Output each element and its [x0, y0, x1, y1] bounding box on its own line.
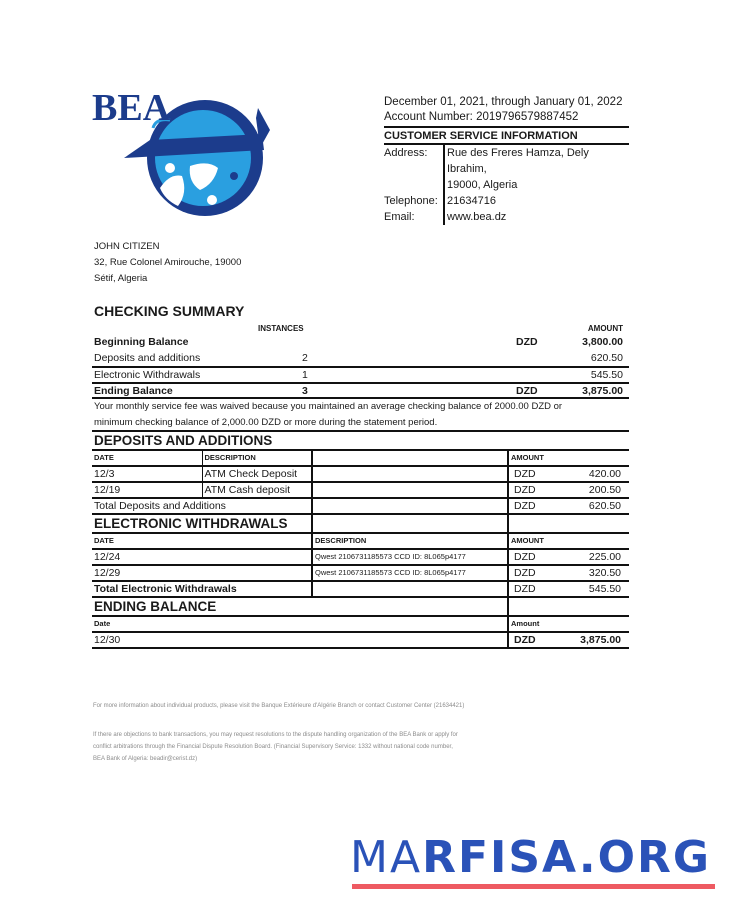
- watermark-text-bold: RFISA.ORG: [422, 832, 712, 883]
- ending-amount: 3,875.00: [580, 634, 622, 646]
- deposit-row: [92, 482, 629, 498]
- deposits-amount-header: AMOUNT: [508, 450, 629, 466]
- address-label: Address:: [384, 147, 428, 159]
- ending-balance-title: ENDING BALANCE: [94, 598, 217, 614]
- row-label: Deposits and additions: [94, 351, 201, 364]
- withdrawal-date: 12/29: [94, 567, 121, 579]
- statement-period: December 01, 2021, through January 01, 2022: [384, 96, 623, 108]
- withdrawals-total-row: [92, 581, 629, 597]
- ending-currency: DZD: [514, 634, 536, 646]
- watermark-underline: [352, 884, 715, 889]
- withdrawals-date-header: DATE: [94, 536, 114, 545]
- footer-dispute: [93, 729, 458, 765]
- deposit-date: 12/3: [94, 468, 115, 480]
- withdrawals-total-currency: DZD: [514, 583, 536, 595]
- deposits-total-amount: 620.50: [588, 500, 622, 512]
- summary-row-deposits: [92, 351, 629, 367]
- telephone-label: Telephone:: [384, 195, 438, 207]
- deposits-title: DEPOSITS AND ADDITIONS: [94, 432, 273, 448]
- deposits-total-row: [92, 498, 629, 514]
- deposit-amount: 200.50: [588, 484, 622, 496]
- deposit-row: [92, 466, 629, 482]
- withdrawal-description: Qwest 2106731185573 CCD ID: 8L065p4177: [312, 549, 508, 565]
- customer-service-info: [384, 145, 629, 225]
- withdrawal-currency: DZD: [514, 567, 536, 579]
- withdrawals-total-label: Total Electronic Withdrawals: [94, 583, 237, 595]
- withdrawal-amount: 225.00: [588, 551, 622, 563]
- footer-line-2: If there are objections to bank transactions, you may request resolutions to the dispute handling organization of the BEA Bank or apply for: [93, 732, 458, 738]
- row-amount: 620.50: [590, 351, 623, 364]
- footer-line-3: conflict arbitrations through the Financial Dispute Resolution Board. (Financial Supervisory Service: 1332 without national code number,: [93, 744, 453, 750]
- withdrawal-currency: DZD: [514, 551, 536, 563]
- row-currency: DZD: [516, 384, 538, 397]
- account-header: [384, 95, 629, 225]
- row-label: Electronic Withdrawals: [94, 369, 201, 381]
- address-line-2: 19000, Algeria: [443, 177, 629, 193]
- ending-date-header: Date: [94, 619, 111, 628]
- deposits-date-header: DATE: [94, 453, 114, 462]
- telephone-value: 21634716: [443, 193, 629, 209]
- note-line-1: Your monthly service fee was waived because you maintained an average checking balance of 2000.00 DZD or: [94, 401, 563, 412]
- transactions-table: [92, 430, 629, 649]
- deposits-total-currency: DZD: [514, 500, 536, 512]
- footer-info: [93, 700, 464, 712]
- deposit-date: 12/19: [94, 484, 121, 496]
- recipient-street: 32, Rue Colonel Amirouche, 19000: [94, 257, 242, 268]
- recipient-name: JOHN CITIZEN: [94, 241, 160, 252]
- account-number: 2019796579887452: [476, 111, 579, 123]
- bea-logo: [90, 88, 275, 223]
- summary-row-beginning-balance: [92, 335, 629, 351]
- checking-summary: [92, 301, 629, 431]
- row-instances: 2: [302, 351, 308, 364]
- marfisa-watermark: [350, 834, 720, 889]
- summary-row-withdrawals: [92, 366, 629, 382]
- row-amount: 3,800.00: [582, 336, 623, 348]
- summary-header-row: [92, 321, 629, 335]
- deposits-description-header: DESCRIPTION: [202, 450, 312, 466]
- checking-summary-title: CHECKING SUMMARY: [94, 303, 245, 319]
- row-amount: 545.50: [590, 369, 623, 381]
- footer-line-4: BEA Bank of Algeria: beadir@cerist.dz): [93, 756, 198, 762]
- withdrawals-total-amount: 545.50: [588, 583, 622, 595]
- withdrawals-title: ELECTRONIC WITHDRAWALS: [94, 515, 288, 531]
- watermark-text: [350, 834, 720, 882]
- deposit-currency: DZD: [514, 468, 536, 480]
- transactions: [92, 430, 629, 649]
- deposit-description: ATM Check Deposit: [202, 466, 312, 482]
- summary-row-ending-balance: [92, 382, 629, 398]
- ending-date: 12/30: [94, 634, 121, 646]
- watermark-text-light: MA: [350, 832, 423, 883]
- row-label: Beginning Balance: [94, 336, 189, 348]
- service-fee-note: [92, 397, 629, 431]
- withdrawals-description-header: DESCRIPTION: [312, 533, 508, 549]
- deposit-amount: 420.00: [588, 468, 622, 480]
- row-amount: 3,875.00: [582, 384, 623, 397]
- bea-logo-text: BEA: [92, 87, 171, 129]
- account-number-label: Account Number:: [384, 111, 473, 123]
- recipient-address: [94, 239, 241, 287]
- ending-amount-header: Amount: [508, 616, 629, 632]
- note-line-2: minimum checking balance of 2,000.00 DZD or more during the statement period.: [94, 417, 438, 428]
- withdrawal-row: [92, 549, 629, 565]
- withdrawal-description: Qwest 2106731185573 CCD ID: 8L065p4177: [312, 565, 508, 581]
- email-label: Email:: [384, 211, 415, 223]
- withdrawal-date: 12/24: [94, 551, 121, 563]
- row-currency: DZD: [516, 336, 538, 348]
- recipient-city: Sétif, Algeria: [94, 273, 148, 284]
- instances-header: INSTANCES: [258, 324, 304, 333]
- email-link[interactable]: www.bea.dz: [443, 209, 629, 225]
- account-number-line: [384, 110, 629, 125]
- row-instances: 1: [302, 369, 308, 381]
- withdrawals-amount-header: AMOUNT: [508, 533, 629, 549]
- footer-line-1: For more information about individual products, please visit the Banque Extérieure d'Algérie Branch or contact Customer Center (21634421): [93, 703, 465, 709]
- row-label: Ending Balance: [94, 384, 173, 397]
- deposit-description: ATM Cash deposit: [202, 482, 312, 498]
- deposits-total-label: Total Deposits and Additions: [94, 500, 226, 512]
- withdrawal-amount: 320.50: [588, 567, 622, 579]
- withdrawal-row: [92, 565, 629, 581]
- customer-service-title: CUSTOMER SERVICE INFORMATION: [384, 126, 629, 145]
- ending-balance-row: [92, 632, 629, 648]
- amount-header: AMOUNT: [587, 324, 623, 333]
- row-instances: 3: [302, 384, 308, 397]
- deposit-currency: DZD: [514, 484, 536, 496]
- address-line-1: Rue des Freres Hamza, Dely Ibrahim,: [443, 145, 629, 177]
